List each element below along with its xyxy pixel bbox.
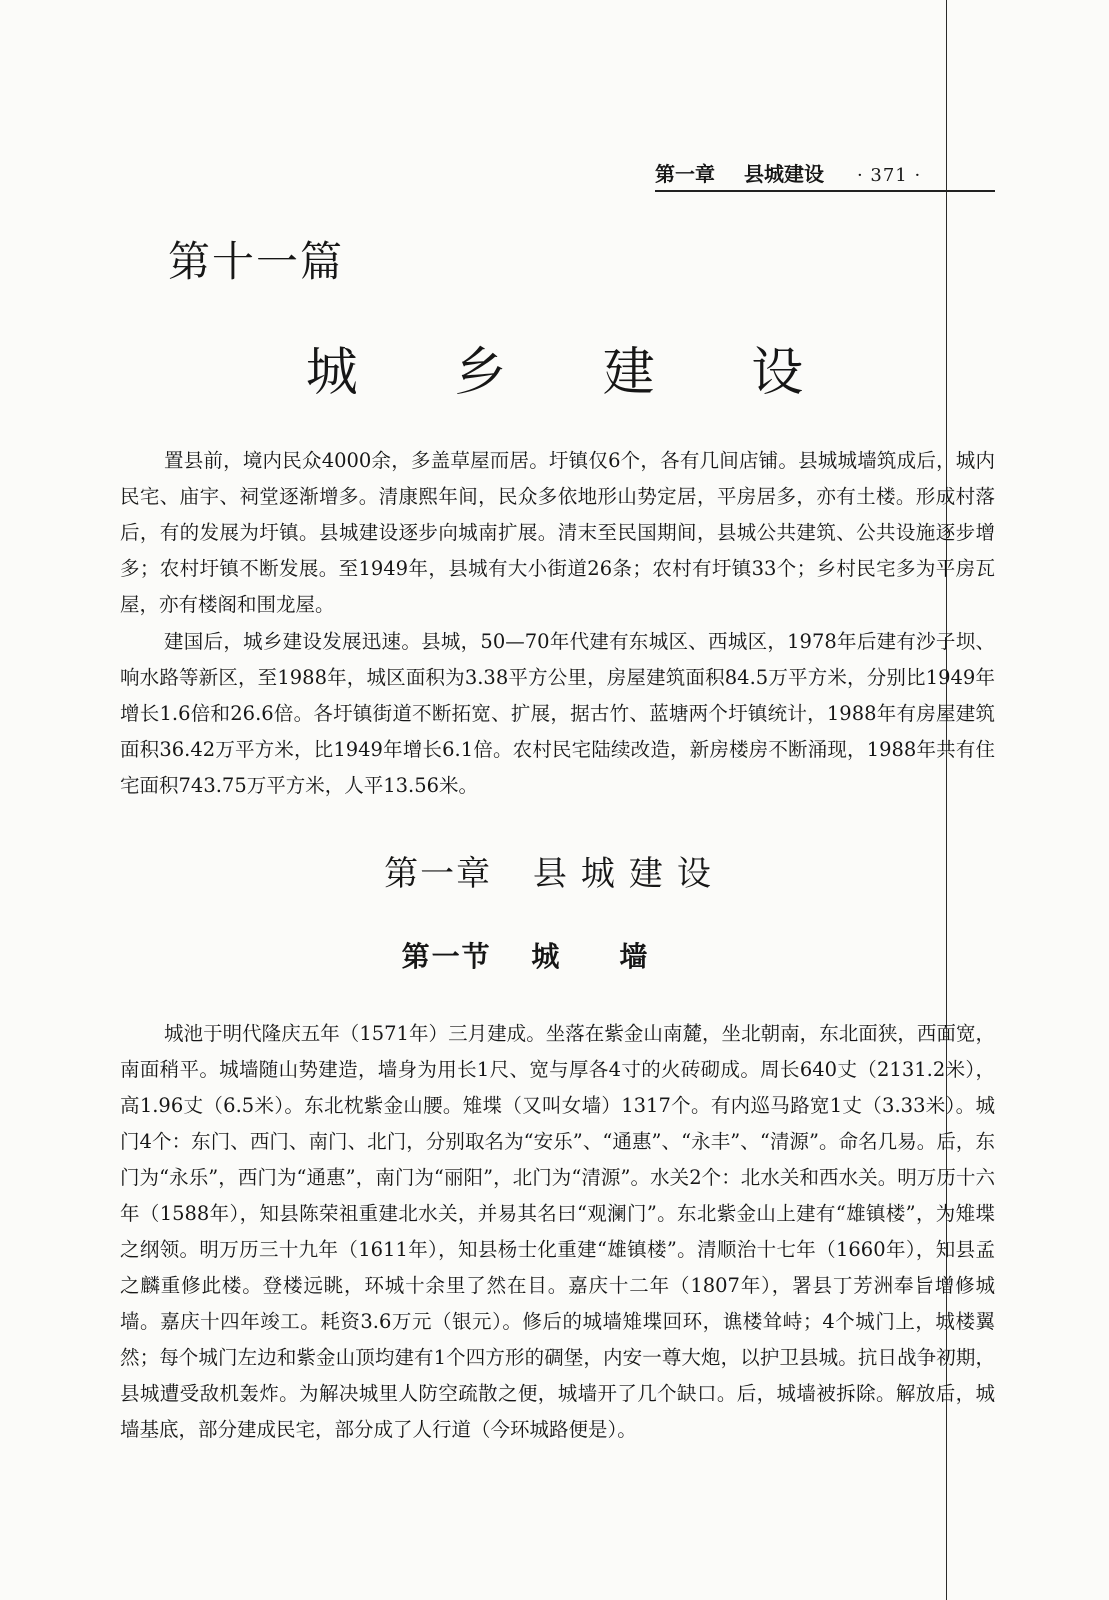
intro-paragraph-1: 置县前，境内民众4000余，多盖草屋而居。圩镇仅6个，各有几间店铺。县城城墙筑成后，城内民宅、庙宇、祠堂逐渐增多。清康熙年间，民众多依地形山势定居，平房居多，亦有土楼。形成村落后，有的发展为圩镇。县城建设逐步向城南扩展。清末至民国期间，县城公共建筑、公共设施逐步增多；农村圩镇不断发展。至1949年，县城有大小街道26条；农村有圩镇33个；乡村民宅多为平房瓦屋，亦有楼阁和围龙屋。 — [120, 449, 995, 616]
intro-paragraph-2: 建国后，城乡建设发展迅速。县城，50—70年代建有东城区、西城区，1978年后建有沙子坝、响水路等新区，至1988年，城区面积为3.38平方公里，房屋建筑面积84.5万平方米，分别比1949年增长1.6倍和26.6倍。各圩镇街道不断拓宽、扩展，据古竹、蓝塘两个圩镇统计，1988年有房屋建筑面积36.42万平方米，比1949年增长6.1倍。农村民宅陆续改造，新房楼房不断涌现，1988年共有住宅面积743.75万平方米，人平13.56米。 — [120, 630, 995, 797]
header-chapter: 第一章 — [655, 162, 715, 186]
section-number: 第一节 — [401, 940, 492, 973]
chapter-title — [0, 850, 1109, 898]
part-label: 第十一篇 — [168, 237, 345, 286]
header-title: 县城建设 — [743, 162, 824, 186]
section-title — [0, 935, 1109, 979]
running-header — [655, 154, 995, 194]
section-paragraph-1: 城池于明代隆庆五年（1571年）三月建成。坐落在紫金山南麓，坐北朝南，东北面狭，西面宽，南面稍平。城墙随山势建造，墙身为用长1尺、宽与厚各4寸的火砖砌成。周长640丈（2131.2米），高1.96丈（6.5米）。东北枕紫金山腰。雉堞（又叫女墙）1317个。有内巡马路宽1丈（3.33米）。城门4个：东门、西门、南门、北门，分别取名为“安乐”、“通惠”、“永丰”、“清源”。命名几易。后，东门为“永乐”，西门为“通惠”，南门为“丽阳”，北门为“清源”。水关2个：北水关和西水关。明万历十六年（1588年），知县陈荣祖重建北水关，并易其名曰“观澜门”。东北紫金山上建有“雄镇楼”，为雉堞之纲领。明万历三十九年（1611年），知县杨士化重建“雄镇楼”。清顺治十七年（1660年），知县孟之麟重修此楼。登楼远眺，环城十余里了然在目。嘉庆十二年（1807年），署县丁芳洲奉旨增修城墙。嘉庆十四年竣工。耗资3.6万元（银元）。修后的城墙雉堞回环，谯楼耸峙；4个城门上，城楼翼然；每个城门左边和紫金山顶均建有1个四方形的碉堡，内安一尊大炮，以护卫县城。抗日战争初期，县城遭受敌机轰炸。为解决城里人防空疏散之便，城墙开了几个缺口。后，城墙被拆除。解放后，城墙基底，部分建成民宅，部分成了人行道（今环城路便是）。 — [120, 1022, 995, 1441]
chapter-number: 第一章 — [384, 854, 493, 894]
part-title: 城 乡 建 设 — [305, 343, 844, 403]
section-name: 城墙 — [531, 940, 708, 973]
chapter-name: 县城建设 — [532, 854, 725, 894]
page-number: · 371 · — [856, 165, 922, 186]
header-rule — [655, 190, 995, 192]
